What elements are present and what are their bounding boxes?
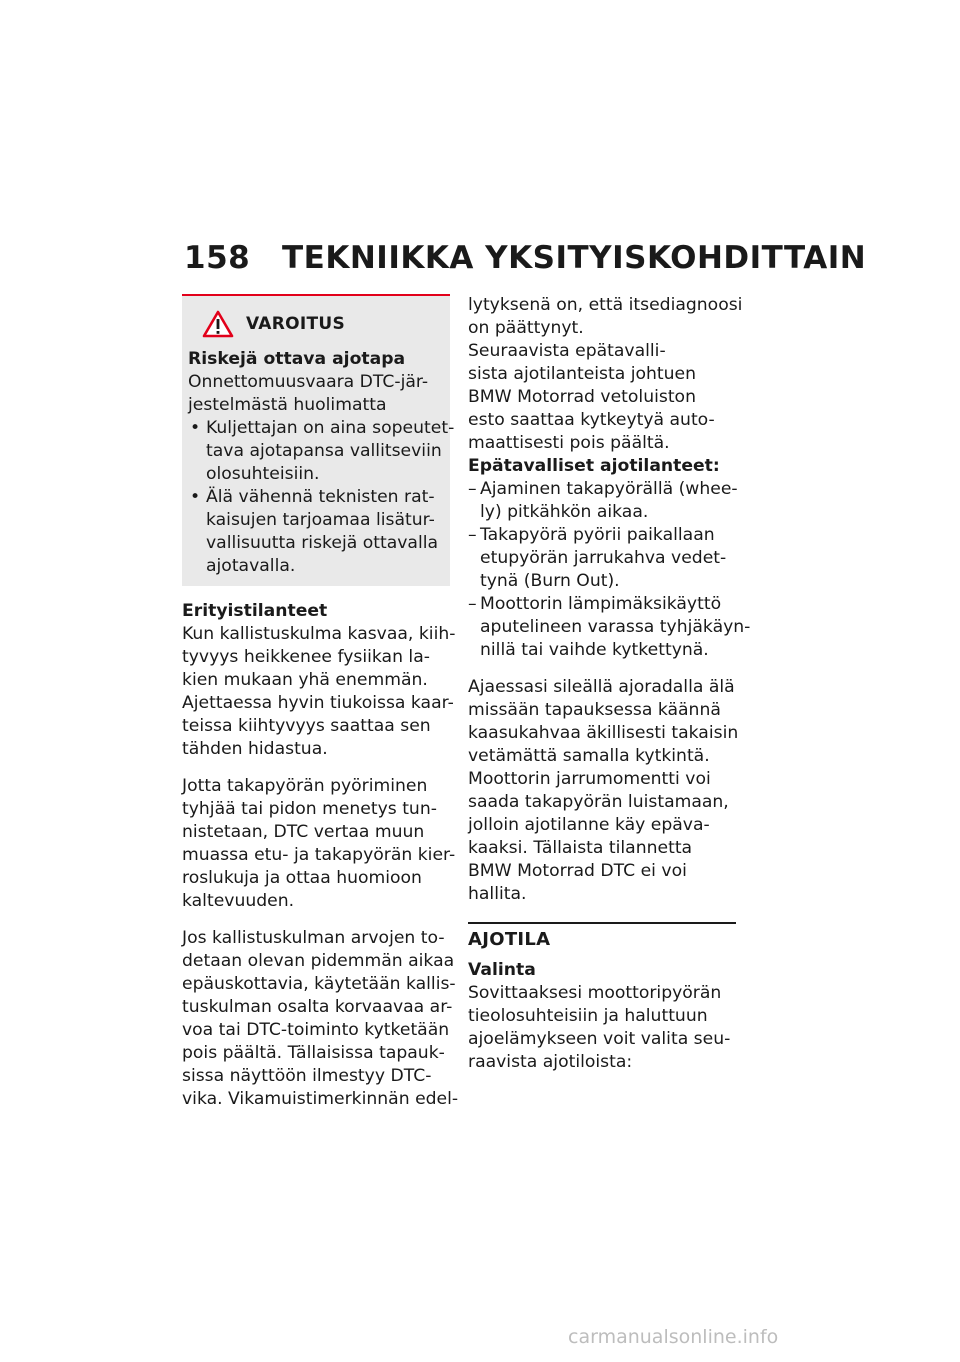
text-line: muassa etu- ja takapyörän kier- <box>182 845 456 865</box>
paragraph <box>468 676 739 906</box>
text-line: Seuraavista epätavalli- <box>468 341 666 361</box>
text-line: kaltevuuden. <box>182 891 295 911</box>
list-item-line: tynä (Burn Out). <box>480 571 620 591</box>
text-line: Kun kallistuskulma kasvaa, kiih- <box>182 624 456 644</box>
text-line: Sovittaaksesi moottoripyörän <box>468 983 722 1003</box>
bullet-line: olosuhteisiin. <box>206 464 320 484</box>
bullet-line: vallisuutta riskejä ottavalla <box>206 533 439 553</box>
paragraph <box>182 927 459 1111</box>
bullet-mark: • <box>190 418 201 438</box>
text-line: tyvyys heikkenee fysiikan la- <box>182 647 430 667</box>
text-line: tieolosuhteisiin ja haluttuun <box>468 1006 708 1026</box>
paragraph <box>182 623 456 761</box>
text-line: tähden hidastua. <box>182 739 328 759</box>
list-item <box>468 593 751 662</box>
right-column <box>468 294 751 1074</box>
text-line: jolloin ajotilanne käy epäva- <box>468 815 710 835</box>
list-item-line: aputelineen varassa tyhjäkäyn- <box>480 617 751 637</box>
paragraph <box>182 775 456 913</box>
left-column <box>182 294 459 1125</box>
text-line: vetämättä samalla kytkintä. <box>468 746 710 766</box>
warning-label: VAROITUS <box>246 313 346 334</box>
text-line: Jotta takapyörän pyöriminen <box>182 776 428 796</box>
list-item-line: Ajaminen takapyörällä (whee- <box>480 479 738 499</box>
text-line: teissa kiihtyvyys saattaa sen <box>182 716 431 736</box>
warning-text-line: jestelmästä huolimatta <box>188 395 387 415</box>
text-line: nistetaan, DTC vertaa muun <box>182 822 425 842</box>
text-line: ajoelämykseen voit valita seu- <box>468 1029 731 1049</box>
list-item-line: nillä tai vaihde kytkettynä. <box>480 640 709 660</box>
text-line: Moottorin jarrumomentti voi <box>468 769 711 789</box>
text-line: lytyksenä on, että itsediagnoosi <box>468 295 743 315</box>
warning-box <box>182 294 455 586</box>
warning-header <box>188 310 442 338</box>
text-line: Jos kallistuskulman arvojen to- <box>182 928 445 948</box>
text-line: tyhjää tai pidon menetys tun- <box>182 799 437 819</box>
text-line: kaaksi. Tällaista tilannetta <box>468 838 693 858</box>
text-line: vika. Vikamuistimerkinnän edel- <box>182 1089 459 1109</box>
warning-text-line: Onnettomuusvaara DTC-jär- <box>188 372 429 392</box>
text-line: BMW Motorrad vetoluiston <box>468 387 696 407</box>
text-line: epäuskottavia, käytetään kallis- <box>182 974 456 994</box>
list-item-line: etupyörän jarrukahva vedet- <box>480 548 727 568</box>
text-line: voa tai DTC-toiminto kytketään <box>182 1020 450 1040</box>
list-item-line: Moottorin lämpimäksikäyttö <box>480 594 722 614</box>
watermark: carmanualsonline.info <box>568 1326 779 1348</box>
text-line: raavista ajotiloista: <box>468 1052 633 1072</box>
text-line: sissa näyttöön ilmestyy DTC- <box>182 1066 432 1086</box>
warning-bullet-item <box>188 486 442 578</box>
list-item <box>468 524 736 593</box>
dash-mark: – <box>468 479 477 499</box>
bullet-line: Kuljettajan on aina sopeutet- <box>206 418 455 438</box>
section-divider <box>468 922 736 924</box>
text-line: kien mukaan yhä enemmän. <box>182 670 428 690</box>
text-line: esto saattaa kytkeytyä auto- <box>468 410 715 430</box>
text-line: tuskulman osalta korvaavaa ar- <box>182 997 453 1017</box>
text-line: saada takapyörän luistamaan, <box>468 792 729 812</box>
text-line: Ajaessasi sileällä ajoradalla älä <box>468 677 735 697</box>
text-line: maattisesti pois päältä. <box>468 433 670 453</box>
section-title-ajotila: AJOTILA <box>468 929 551 950</box>
list-item-line: Takapyörä pyörii paikallaan <box>480 525 715 545</box>
page-title: TEKNIIKKA YKSITYISKOHDITTAIN <box>282 240 867 276</box>
bullet-line: tava ajotapansa vallitseviin <box>206 441 442 461</box>
bullet-mark: • <box>190 487 201 507</box>
bullet-line: ajotavalla. <box>206 556 296 576</box>
text-line: sista ajotilanteista johtuen <box>468 364 697 384</box>
sub-heading-valinta: Valinta <box>468 960 536 980</box>
section-heading-erityistilanteet: Erityistilanteet <box>182 601 328 621</box>
list-heading: Epätavalliset ajotilanteet: <box>468 456 720 476</box>
dash-list <box>468 478 751 662</box>
text-line: detaan olevan pidemmän aikaa <box>182 951 455 971</box>
text-line: hallita. <box>468 884 527 904</box>
warning-bullet-item <box>188 417 455 486</box>
dash-mark: – <box>468 594 477 614</box>
dash-mark: – <box>468 525 477 545</box>
bullet-line: Älä vähennä teknisten rat- <box>206 487 435 507</box>
text-line: kaasukahvaa äkillisesti takaisin <box>468 723 739 743</box>
list-item <box>468 478 736 524</box>
page-number: 158 <box>184 240 251 276</box>
bullet-line: kaisujen tarjoamaa lisätur- <box>206 510 435 530</box>
warning-heading: Riskejä ottava ajotapa <box>188 349 406 369</box>
text-line: Ajettaessa hyvin tiukoissa kaar- <box>182 693 454 713</box>
text-line: on päättynyt. <box>468 318 584 338</box>
text-line: BMW Motorrad DTC ei voi <box>468 861 687 881</box>
text-line: pois päältä. Tällaisissa tapauk- <box>182 1043 445 1063</box>
text-line: missään tapauksessa käännä <box>468 700 721 720</box>
text-line: roslukuja ja ottaa huomioon <box>182 868 422 888</box>
warning-triangle-icon <box>202 310 234 338</box>
page-header <box>184 240 867 276</box>
intro-text <box>468 294 743 455</box>
section-text <box>468 982 736 1074</box>
list-item-line: ly) pitkähkön aikaa. <box>480 502 649 522</box>
